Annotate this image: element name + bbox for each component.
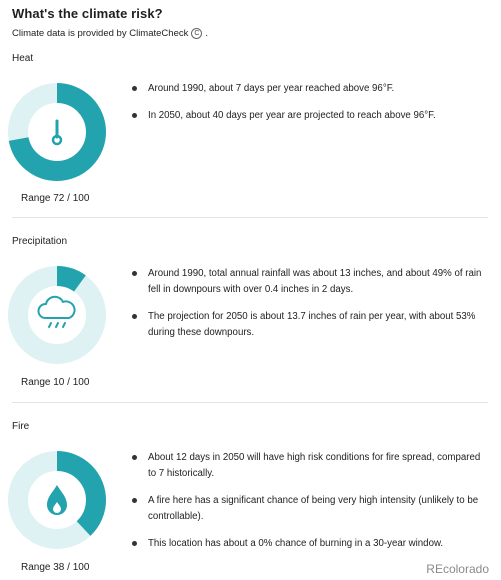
rain-cloud-icon <box>38 297 74 327</box>
heat-bullets <box>130 81 488 135</box>
gauge-track <box>18 276 96 354</box>
heat-gauge <box>7 82 107 182</box>
list-item <box>130 536 488 552</box>
section-label-heat: Heat <box>12 53 34 64</box>
bullet-text: Around 1990, total annual rainfall was about 13 inches, and about 49% of rain fell in downpours with over 0.4 inches in 2 days. <box>148 268 482 295</box>
bullet-text: This location has about a 0% chance of burning in a 30-year window. <box>148 538 444 549</box>
list-item <box>130 309 488 341</box>
bullet-dot <box>132 498 137 503</box>
list-item <box>130 450 488 482</box>
section-label-fire: Fire <box>12 421 30 432</box>
bullet-text: In 2050, about 40 days per year are projected to reach above 96°F. <box>148 110 436 121</box>
bullet-text: The projection for 2050 is about 13.7 inches of rain per year, with about 53% during these downpours. <box>148 311 476 338</box>
list-item <box>130 266 488 298</box>
fire-range-text: Range 38 / 100 <box>21 562 90 573</box>
heat-range-text: Range 72 / 100 <box>21 193 90 204</box>
precipitation-gauge <box>7 265 107 365</box>
page-title: What's the climate risk? <box>12 6 163 21</box>
bullet-text: A fire here has a significant chance of being very high intensity (unlikely to be controllable). <box>148 495 479 522</box>
watermark-logo: REcolorado <box>426 562 489 576</box>
provider-attribution <box>12 28 208 39</box>
precipitation-range-text: Range 10 / 100 <box>21 377 90 388</box>
bullet-dot <box>132 314 137 319</box>
bullet-dot <box>132 271 137 276</box>
bullet-dot <box>132 541 137 546</box>
provider-suffix: . <box>205 28 208 39</box>
list-item <box>130 81 488 97</box>
section-label-precipitation: Precipitation <box>12 236 68 247</box>
bullet-dot <box>132 455 137 460</box>
provider-text: Climate data is provided by ClimateCheck <box>12 28 189 39</box>
fire-bullets <box>130 450 488 563</box>
climatecheck-logo-icon[interactable]: C <box>191 28 202 39</box>
bullet-text: Around 1990, about 7 days per year reached above 96°F. <box>148 83 395 94</box>
list-item <box>130 108 488 124</box>
precipitation-bullets <box>130 266 488 352</box>
thermometer-icon <box>53 121 61 144</box>
bullet-dot <box>132 113 137 118</box>
flame-icon <box>47 485 67 515</box>
divider <box>12 402 488 403</box>
bullet-text: About 12 days in 2050 will have high risk conditions for fire spread, compared to 7 historically. <box>148 452 481 479</box>
list-item <box>130 493 488 525</box>
bullet-dot <box>132 86 137 91</box>
fire-gauge <box>7 450 107 550</box>
divider <box>12 217 488 218</box>
